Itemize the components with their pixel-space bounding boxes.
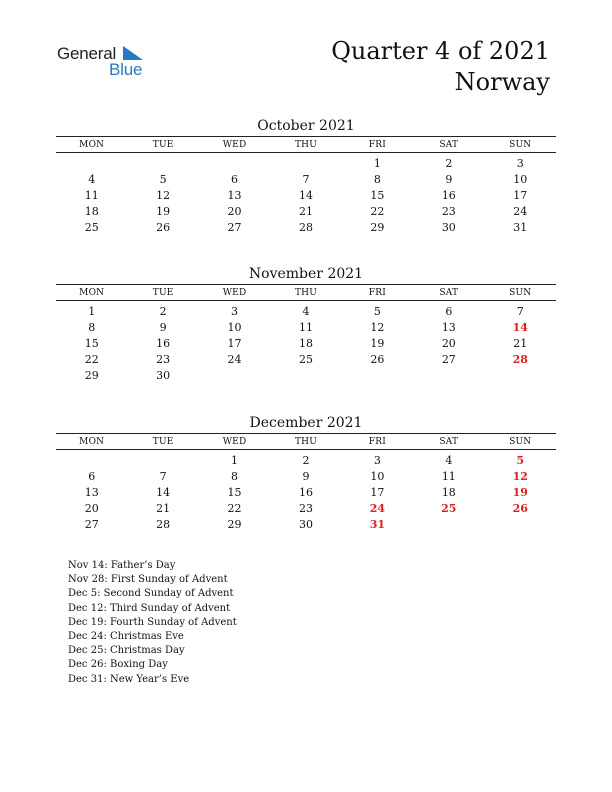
day-cell: 13: [227, 188, 242, 202]
day-cell: 30: [156, 368, 171, 382]
day-cell: 4: [88, 172, 96, 186]
day-cell: 26: [370, 352, 385, 366]
week-row: [56, 351, 556, 367]
weekday-header: TUE: [152, 287, 174, 298]
week-row: [56, 155, 556, 171]
day-cell: 27: [441, 352, 456, 366]
day-cell: 18: [298, 336, 313, 350]
day-cell: 12: [512, 469, 528, 483]
day-cell: 21: [156, 501, 171, 515]
day-cell: 27: [84, 517, 99, 531]
day-cell: 22: [84, 352, 99, 366]
day-cell: 25: [298, 352, 313, 366]
day-cell: 20: [84, 501, 99, 515]
holiday-item: Dec 26: Boxing Day: [68, 659, 168, 671]
day-cell: 2: [445, 156, 453, 170]
logo-general-text: General: [57, 44, 117, 63]
weeks: [56, 153, 556, 235]
day-cell: 11: [298, 320, 313, 334]
day-cell: 7: [516, 304, 524, 318]
day-cell: 16: [441, 188, 456, 202]
month-november: [56, 264, 556, 383]
month-title: November 2021: [248, 266, 364, 282]
day-cell: 19: [370, 336, 385, 350]
weekday-header: SAT: [439, 436, 459, 447]
day-cell: 7: [302, 172, 310, 186]
day-cell: 12: [370, 320, 385, 334]
week-row: [56, 303, 556, 319]
day-cell: 26: [156, 220, 171, 234]
holiday-item: Dec 24: Christmas Eve: [68, 631, 184, 643]
day-cell: 28: [298, 220, 313, 234]
day-cell: 17: [513, 188, 528, 202]
day-cell: 1: [373, 156, 381, 170]
day-cell: 8: [373, 172, 381, 186]
day-cell: 23: [298, 501, 313, 515]
day-cell: 29: [227, 517, 242, 531]
weekday-header: MON: [79, 139, 105, 150]
day-cell: 11: [84, 188, 99, 202]
day-cell: 21: [513, 336, 528, 350]
week-row: [56, 219, 556, 235]
week-row: [56, 187, 556, 203]
weekday-header: SUN: [509, 436, 532, 447]
day-cell: 28: [156, 517, 171, 531]
weeks: [56, 450, 556, 532]
day-cell: 5: [516, 453, 525, 467]
week-row: [56, 335, 556, 351]
weekday-header: WED: [222, 287, 247, 298]
weekday-header: FRI: [368, 287, 386, 298]
day-cell: 3: [231, 304, 239, 318]
day-cell: 8: [231, 469, 239, 483]
day-cell: 31: [513, 220, 528, 234]
week-row: [56, 452, 556, 468]
logo-blue-text: Blue: [109, 60, 143, 79]
week-row: [56, 516, 556, 532]
day-cell: 18: [84, 204, 99, 218]
day-cell: 13: [84, 485, 99, 499]
weekday-header: THU: [294, 436, 317, 447]
day-cell: 4: [302, 304, 310, 318]
day-cell: 31: [369, 517, 386, 531]
week-row: [56, 367, 556, 383]
weekday-header: SUN: [509, 139, 532, 150]
day-cell: 2: [159, 304, 167, 318]
day-cell: 28: [512, 352, 528, 366]
week-row: [56, 484, 556, 500]
day-cell: 26: [512, 501, 528, 515]
weekday-header: MON: [79, 287, 105, 298]
weekday-header: WED: [222, 436, 247, 447]
day-cell: 10: [227, 320, 242, 334]
day-cell: 24: [513, 204, 528, 218]
weekday-header: TUE: [152, 436, 174, 447]
day-cell: 10: [513, 172, 528, 186]
weekday-header: TUE: [152, 139, 174, 150]
weekday-header: WED: [222, 139, 247, 150]
day-cell: 1: [231, 453, 239, 467]
title-country: Norway: [454, 68, 550, 96]
day-cell: 22: [370, 204, 385, 218]
day-cell: 25: [84, 220, 99, 234]
day-cell: 18: [441, 485, 456, 499]
week-row: [56, 500, 556, 516]
holiday-item: Nov 28: First Sunday of Advent: [68, 574, 228, 586]
weekday-header: FRI: [368, 139, 386, 150]
day-cell: 1: [88, 304, 96, 318]
month-december: [56, 413, 556, 532]
day-cell: 9: [302, 469, 310, 483]
day-cell: 3: [516, 156, 524, 170]
day-cell: 9: [159, 320, 167, 334]
day-cell: 25: [441, 501, 457, 515]
weekday-header-row: [56, 433, 556, 450]
day-cell: 14: [512, 320, 528, 334]
day-cell: 6: [445, 304, 453, 318]
day-cell: 17: [227, 336, 242, 350]
day-cell: 5: [159, 172, 167, 186]
weeks: [56, 301, 556, 383]
day-cell: 2: [302, 453, 310, 467]
day-cell: 5: [373, 304, 381, 318]
day-cell: 9: [445, 172, 453, 186]
day-cell: 16: [156, 336, 171, 350]
day-cell: 16: [298, 485, 313, 499]
day-cell: 20: [227, 204, 242, 218]
holiday-item: Dec 12: Third Sunday of Advent: [68, 602, 231, 614]
holiday-item: Dec 5: Second Sunday of Advent: [68, 588, 234, 600]
day-cell: 24: [369, 501, 386, 515]
holiday-item: Dec 31: New Year’s Eve: [68, 673, 190, 685]
weekday-header: SUN: [509, 287, 532, 298]
day-cell: 11: [441, 469, 456, 483]
day-cell: 15: [227, 485, 242, 499]
weekday-header: FRI: [368, 436, 386, 447]
day-cell: 6: [231, 172, 239, 186]
weekday-header: SAT: [439, 139, 459, 150]
page-title: [331, 36, 550, 98]
weekday-header-row: [56, 284, 556, 301]
day-cell: 20: [441, 336, 456, 350]
month-october: [56, 116, 556, 235]
day-cell: 10: [370, 469, 385, 483]
holiday-item: Dec 25: Christmas Day: [68, 645, 185, 657]
week-row: [56, 203, 556, 219]
day-cell: 12: [156, 188, 171, 202]
day-cell: 17: [370, 485, 385, 499]
week-row: [56, 468, 556, 484]
day-cell: 23: [441, 204, 456, 218]
day-cell: 27: [227, 220, 242, 234]
day-cell: 14: [156, 485, 171, 499]
week-row: [56, 171, 556, 187]
day-cell: 22: [227, 501, 242, 515]
month-title: December 2021: [249, 415, 363, 431]
holiday-item: Nov 14: Father’s Day: [68, 560, 176, 571]
day-cell: 24: [227, 352, 242, 366]
day-cell: 19: [512, 485, 528, 499]
day-cell: 15: [370, 188, 385, 202]
day-cell: 15: [84, 336, 99, 350]
day-cell: 7: [159, 469, 167, 483]
title-quarter: Quarter 4 of 2021: [331, 37, 550, 65]
weekday-header-row: [56, 136, 556, 153]
week-row: [56, 319, 556, 335]
holiday-list: [68, 559, 237, 687]
month-title: October 2021: [257, 118, 355, 134]
day-cell: 13: [441, 320, 456, 334]
day-cell: 23: [156, 352, 171, 366]
day-cell: 19: [156, 204, 171, 218]
day-cell: 29: [370, 220, 385, 234]
weekday-header: MON: [79, 436, 105, 447]
logo: [57, 44, 157, 84]
day-cell: 30: [441, 220, 456, 234]
day-cell: 29: [84, 368, 99, 382]
weekday-header: THU: [294, 139, 317, 150]
weekday-header: THU: [294, 287, 317, 298]
day-cell: 4: [445, 453, 453, 467]
day-cell: 6: [88, 469, 96, 483]
holiday-item: Dec 19: Fourth Sunday of Advent: [68, 616, 237, 628]
day-cell: 21: [298, 204, 313, 218]
day-cell: 8: [88, 320, 96, 334]
day-cell: 14: [298, 188, 313, 202]
day-cell: 3: [373, 453, 381, 467]
day-cell: 30: [298, 517, 313, 531]
weekday-header: SAT: [439, 287, 459, 298]
